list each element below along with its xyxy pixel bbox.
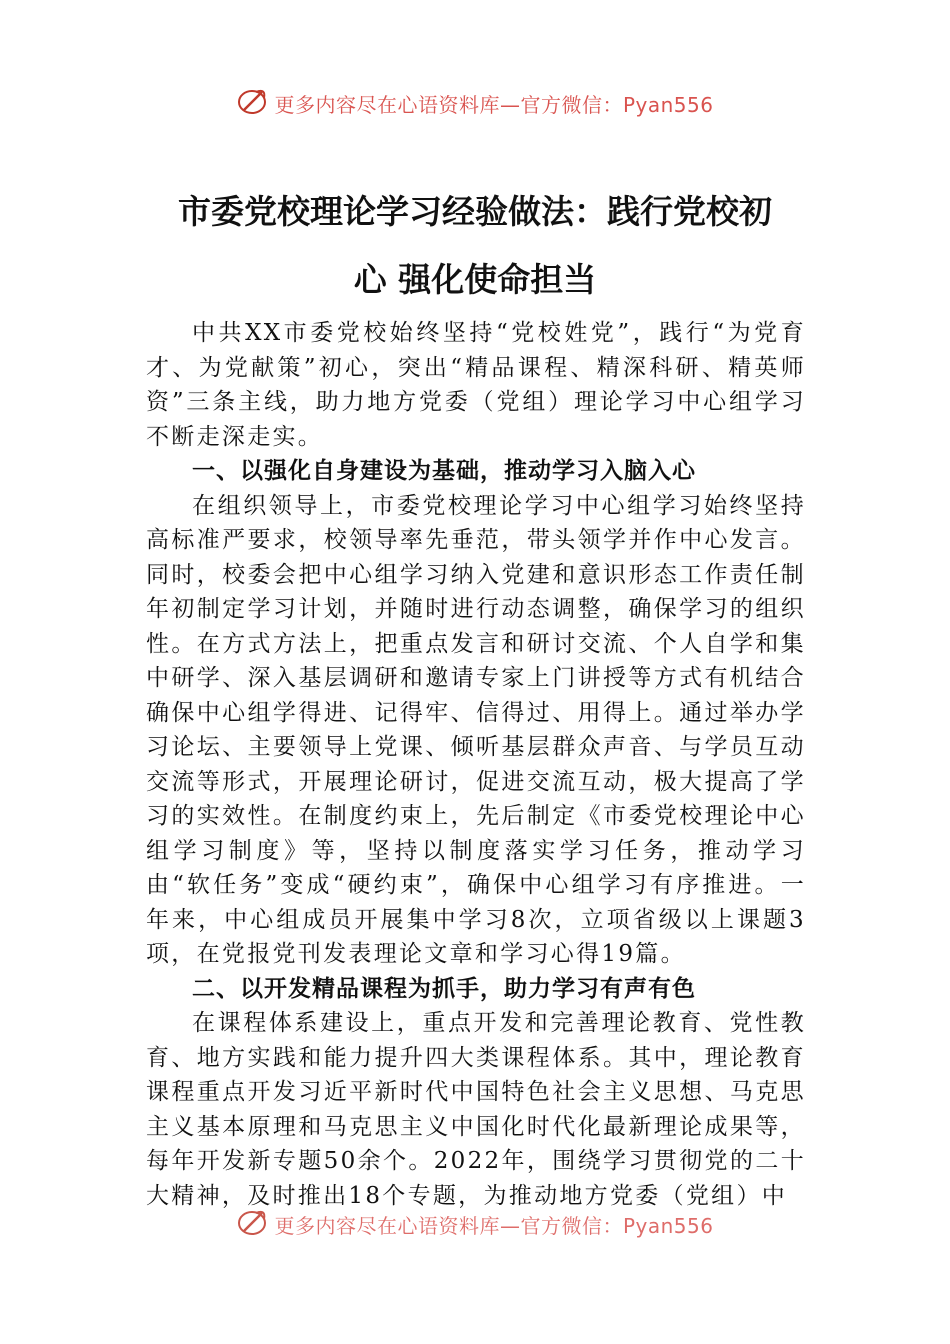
page-title-line2: 心 强化使命担当 [353, 260, 597, 299]
watermark-banner-bottom [0, 1207, 950, 1242]
article-body [146, 316, 806, 1213]
watermark-text: 更多内容尽在心语资料库—官方微信：Pyan556 [274, 93, 714, 117]
section-paragraph-2: 在课程体系建设上，重点开发和完善理论教育、党性教育、地方实践和能力提升四大类课程体系。其中，理论教育课程重点开发习近平新时代中国特色社会主义思想、马克思主义基本原理和马克思主义中国化时代化最新理论成果等，每年开发新专题50余个。2022年，围绕学习贯彻党的二十大精神，及时推出18个专题，为推动地方党委（党组）中 [146, 1010, 806, 1209]
quill-logo-icon [236, 1207, 270, 1242]
page-title-line1: 市委党校理论学习经验做法：践行党校初 [178, 192, 772, 231]
watermark-text: 更多内容尽在心语资料库—官方微信：Pyan556 [274, 1214, 714, 1238]
section-heading-2: 二、以开发精品课程为抓手，助力学习有声有色 [192, 975, 696, 1002]
watermark-banner-top [0, 86, 950, 121]
section-heading-1: 一、以强化自身建设为基础，推动学习入脑入心 [192, 458, 696, 484]
section-paragraph-1: 在组织领导上，市委党校理论学习中心组学习始终坚持高标准严要求，校领导率先垂范，带头领学并作中心发言。同时，校委会把中心组学习纳入党建和意识形态工作责任制年初制定学习计划，并随时进行动态调整，确保学习的组织性。在方式方法上，把重点发言和研讨交流、个人自学和集中研学、深入基层调研和邀请专家上门讲授等方式有机结合确保中心组学得进、记得牢、信得过、用得上。通过举办学习论坛、主要领导上党课、倾听基层群众声音、与学员互动交流等形式，开展理论研讨，促进交流互动，极大提高了学习的实效性。在制度约束上，先后制定《市委党校理论中心组学习制度》等，坚持以制度落实学习任务，推动学习由“软任务”变成“硬约束”，确保中心组学习有序推进。一年来，中心组成员开展集中学习8次，立项省级以上课题3项，在党报党刊发表理论文章和学习心得19篇。 [146, 492, 806, 967]
quill-logo-icon [236, 86, 270, 121]
intro-paragraph: 中共XX市委党校始终坚持“党校姓党”，践行“为党育才、为党献策”初心，突出“精品课程、精深科研、精英师资”三条主线，助力地方党委（党组）理论学习中心组学习不断走深走实。 [146, 320, 806, 450]
